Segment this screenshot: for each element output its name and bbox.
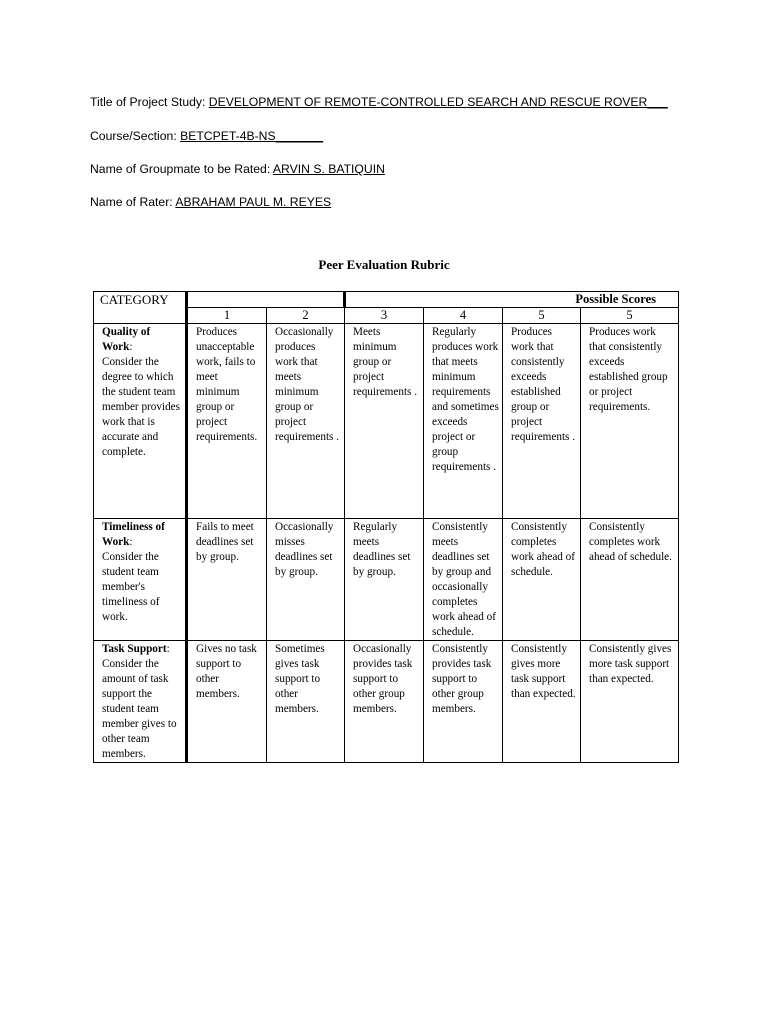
- score-cell: Produces work that consistently exceeds established group or project requirements.: [581, 324, 679, 519]
- score-number: 5: [503, 308, 581, 324]
- groupmate-label: Name of Groupmate to be Rated:: [90, 162, 273, 176]
- project-title-label: Title of Project Study:: [90, 95, 209, 109]
- course-section-value: BETCPET-4B-NS_______: [180, 129, 324, 143]
- category-name: Task Support: [102, 643, 167, 655]
- score-cell: Consistently completes work ahead of schedule.: [581, 519, 679, 641]
- score-cell: Meets minimum group or project requirements .: [345, 324, 424, 519]
- groupmate-value: ARVIN S. BATIQUIN: [272, 162, 385, 176]
- category-colon: :: [129, 341, 133, 353]
- category-colon: :: [129, 536, 133, 548]
- category-header: CATEGORY: [94, 292, 187, 324]
- score-cell: Consistently gives more task support than expected.: [581, 641, 679, 763]
- groupmate-line: [90, 161, 385, 177]
- project-title-line: [90, 94, 668, 110]
- table-row: [94, 519, 679, 641]
- score-number: 5: [581, 308, 679, 324]
- score-cell: Regularly produces work that meets minimum requirements and sometimes exceeds project or group requirements .: [424, 324, 503, 519]
- category-cell: [94, 641, 187, 763]
- category-cell: [94, 324, 187, 519]
- score-number: 2: [267, 308, 345, 324]
- score-number: 4: [424, 308, 503, 324]
- category-description: Consider the degree to which the student team member provides work that is accurate and complete.: [102, 356, 180, 458]
- course-section-label: Course/Section:: [90, 129, 181, 143]
- score-cell: Consistently meets deadlines set by group and occasionally completes work ahead of schedule.: [424, 519, 503, 641]
- project-title-value: DEVELOPMENT OF REMOTE-CONTROLLED SEARCH AND RESCUE ROVER___: [208, 95, 668, 109]
- score-cell: Occasionally misses deadlines set by group.: [267, 519, 345, 641]
- score-number: 3: [345, 308, 424, 324]
- score-cell: Sometimes gives task support to other members.: [267, 641, 345, 763]
- rater-value: ABRAHAM PAUL M. REYES: [175, 195, 332, 209]
- course-section-line: [90, 128, 323, 144]
- score-cell: Occasionally produces work that meets minimum group or project requirements .: [267, 324, 345, 519]
- category-description: Consider the student team member's timeliness of work.: [102, 551, 160, 623]
- rubric-header-row: [94, 292, 679, 308]
- header-blank-cell: [187, 292, 345, 308]
- score-cell: Produces unacceptable work, fails to meet minimum group or project requirements.: [187, 324, 267, 519]
- possible-scores-header: Possible Scores: [345, 292, 679, 308]
- score-number: 1: [187, 308, 267, 324]
- table-row: [94, 324, 679, 519]
- score-cell: Gives no task support to other members.: [187, 641, 267, 763]
- rater-line: [90, 194, 331, 210]
- score-cell: Regularly meets deadlines set by group.: [345, 519, 424, 641]
- rubric-title: Peer Evaluation Rubric: [318, 257, 450, 272]
- score-cell: Occasionally provides task support to other group members.: [345, 641, 424, 763]
- score-cell: Consistently provides task support to other group members.: [424, 641, 503, 763]
- table-row: [94, 641, 679, 763]
- score-cell: Consistently gives more task support than expected.: [503, 641, 581, 763]
- category-name: Timeliness of Work: [102, 521, 165, 548]
- score-cell: Produces work that consistently exceeds established group or project requirements .: [503, 324, 581, 519]
- score-cell: Fails to meet deadlines set by group.: [187, 519, 267, 641]
- category-name: Quality of Work: [102, 326, 151, 353]
- category-colon: :: [166, 643, 170, 655]
- score-cell: Consistently completes work ahead of schedule.: [503, 519, 581, 641]
- category-description: Consider the amount of task support the student team member gives to other team members.: [102, 658, 177, 760]
- rubric-table: [93, 291, 679, 763]
- category-cell: [94, 519, 187, 641]
- rater-label: Name of Rater:: [90, 195, 176, 209]
